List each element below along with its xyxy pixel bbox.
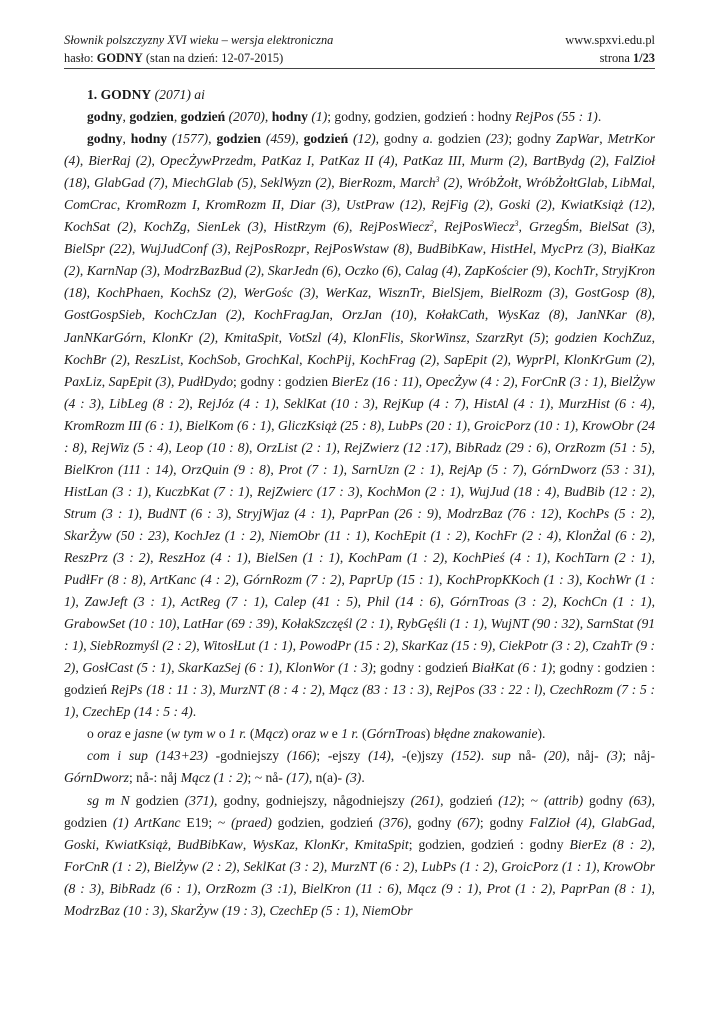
- header-rule: [64, 68, 655, 69]
- attestation-paragraph-1: godny, hodny (1577), godzien (459), godzień (12), godny a. godzien (23); godny ZapWar, MetrKor (4), BierRaj (2), OpecŻywPrzedm, PatKaz I, PatKaz II (4), PatKaz III, Murm (2), BartBydg (2), FalZioł (18), GlabGad (7), MiechGlab (5), SeklWyzn (2), BierRozm, March$^3$ (2), WróbŻołt, WróbŻołtGlab, LibMal, ComCrac, KromRozm I, KromRozm II, Diar (3), UstPraw (12), RejFig (2), Goski (2), KwiatKsiąż (12), KochSat (2), KochZg, SienLek (3), HistRzym (6), RejPosWiecz$^2$, RejPosWiecz$^3$, GrzegŚm, BielSat (3), BielSpr (22), WujJudConf (3), RejPosRozpr, RejPosWstaw (8), BudBibKaw, HistHel, MycPrz (3), BiałKaz (2), KarnNap (3), ModrzBazBud (2), SkarJedn (6), Oczko (6), Calag (4), ZapKościer (9), KochTr, StryjKron (18), KochPhaen, KochSz (2), WerGośc (3), WerKaz, WisznTr, BielSjem, BielRozm (3), GostGosp (8), GostGospSieb, KochCzJan (2), KochFragJan, OrzJan (10), KołakCath, WysKaz (8), JanNKar (8), JanNKarGórn, KlonKr (2), KmitaSpit, VotSzl (4), KlonFlis, SkorWinsz, SzarzRyt (5); godzien KochZuz, KochBr (2), ReszList, KochSob, GrochKal, KochPij, KochFrag (2), SapEpit (2), WyprPl, KlonKrGum (2), PaxLiz, SapEpit (3), PudłDydo; godny : godzien BierEz (16 : 11), OpecŻyw (4 : 2), ForCnR (3 : 1), BielŻyw (4 : 3), LibLeg (8 : 2), RejJóz (4 : 1), SeklKat (10 : 3), RejKup (4 : 7), HistAl (4 : 1), MurzHist (6 : 4), KromRozm III (6 : 1), BielKom (6 : 1), GliczKsiąż (25 : 8), LubPs (20 : 1), GroicPorz (10 : 1), KrowObr (24 : 8), RejWiz (5 : 4), Leop (10 : 8), OrzList (2 : 1), RejZwierz (12 :17), BibRadz (29 : 6), OrzRozm (51 : 5), BielKron (111 : 14), OrzQuin (9 : 8), Prot (7 : 1), SarnUzn (2 : 1), RejAp (5 : 7), GórnDworz (53 : 31), HistLan (3 : 1), KuczbKat (7 : 1), RejZwierc (17 : 3), KochMon (2 : 1), WujJud (18 : 4), BudBib (12 : 2), Strum (3 : 1), BudNT (6 : 3), StryjWjaz (4 : 1), PaprPan (26 : 9), ModrzBaz (76 : 12), KochPs (5 : 2), SkarŻyw (50 : 23), KochJez (1 : 2), NiemObr (11 : 1), KochEpit (1 : 2), KochFr (2 : 4), KlonŻal (6 : 2), ReszPrz (3 : 2), ReszHoz (4 : 1), BielSen (1 : 1), KochPam (1 : 2), KochPieś (4 : 1), KochTarn (2 : 1), PudłFr (8 : 8), ArtKanc (4 : 2), GórnRozm (7 : 2), PaprUp (15 : 1), KochPropKKoch (1 : 3), KochWr (1 : 1), ZawJeft (3 : 1), ActReg (7 : 1), Calep (41 : 5), Phil (14 : 6), GórnTroas (3 : 2), KochCn (1 : 1), GrabowSet (10 : 10), LatHar (69 : 39), KołakSzczęśl (2 : 1), RybGęśli (1 : 1), WujNT (90 : 32), SarnStat (91 : 1), SiebRozmyśl (2 : 2), WitosłLut (1 : 1), PowodPr (15 : 2), SkarKaz (15 : 9), CiekPotr (3 : 2), CzahTr (9 : 2), GosłCast (5 : 1), SkarKazSej (6 : 1), KlonWor (1 : 3); godny : godzień BiałKat (6 : 1); godny : godzien : godzień RejPs (18 : 11 : 3), MurzNT (8 : 4 : 2), Mącz (83 : 13 : 3), RejPos (33 : 22 : l), CzechRozm (7 : 5 : 1), CzechEp (14 : 5 : 4).: [64, 131, 656, 720]
- entry-status: hasło: GODNY (stan na dzień: 12-07-2015): [64, 51, 284, 65]
- entry-heading: 1. GODNY (2071) ai: [87, 87, 205, 102]
- inflection-paragraph: sg m N godzien (371), godny, godniejszy, någodniejszy (261), godzień (12); ~ (attrib) godny (63), godzien (1) ArtKanc E19; ~ (praed) godzien, godzień (376), godny (67); godny FalZioł (4), GlabGad, Goski, KwiatKsiąż, BudBibKaw, WysKaz, KlonKr, KmitaSpit; godzien, godzień : godny BierEz (8 : 2), ForCnR (1 : 2), BielŻyw (2 : 2), SeklKat (3 : 2), MurzNT (6 : 2), LubPs (1 : 2), GroicPorz (1 : 1), KrowObr (8 : 3), BibRadz (6 : 1), OrzRozm (3 :1), BielKron (11 : 6), Mącz (9 : 1), Prot (1 : 2), PaprPan (8 : 1), ModrzBaz (10 : 3), SkarŻyw (19 : 3), CzechEp (5 : 1), NiemObr: [64, 792, 656, 918]
- page-indicator: strona 1/23: [599, 51, 655, 65]
- page-header: [64, 31, 655, 67]
- site-url: www.spxvi.edu.pl: [565, 33, 655, 47]
- note-paragraph: o oraz e jasne (w tym w o 1 r. (Mącz) oraz w e 1 r. (GórnTroas) błędne znakowanie).: [87, 726, 546, 742]
- comparison-paragraph: com i sup (143+23) -godniejszy (166); -ejszy (14), -(e)jszy (152). sup nå- (20), nåj- (3); nåj- GórnDworz; nå-: nåj Mącz (1 : 2); ~ nå- (17), n(a)- (3).: [64, 748, 655, 786]
- dictionary-title: Słownik polszczyzny XVI wieku – wersja elektroniczna: [64, 33, 334, 47]
- forms-paragraph: godny, godzien, godzień (2070), hodny (1); godny, godzien, godzień : hodny RejPos (55 : 1).: [87, 109, 602, 125]
- entry-body: [64, 84, 655, 922]
